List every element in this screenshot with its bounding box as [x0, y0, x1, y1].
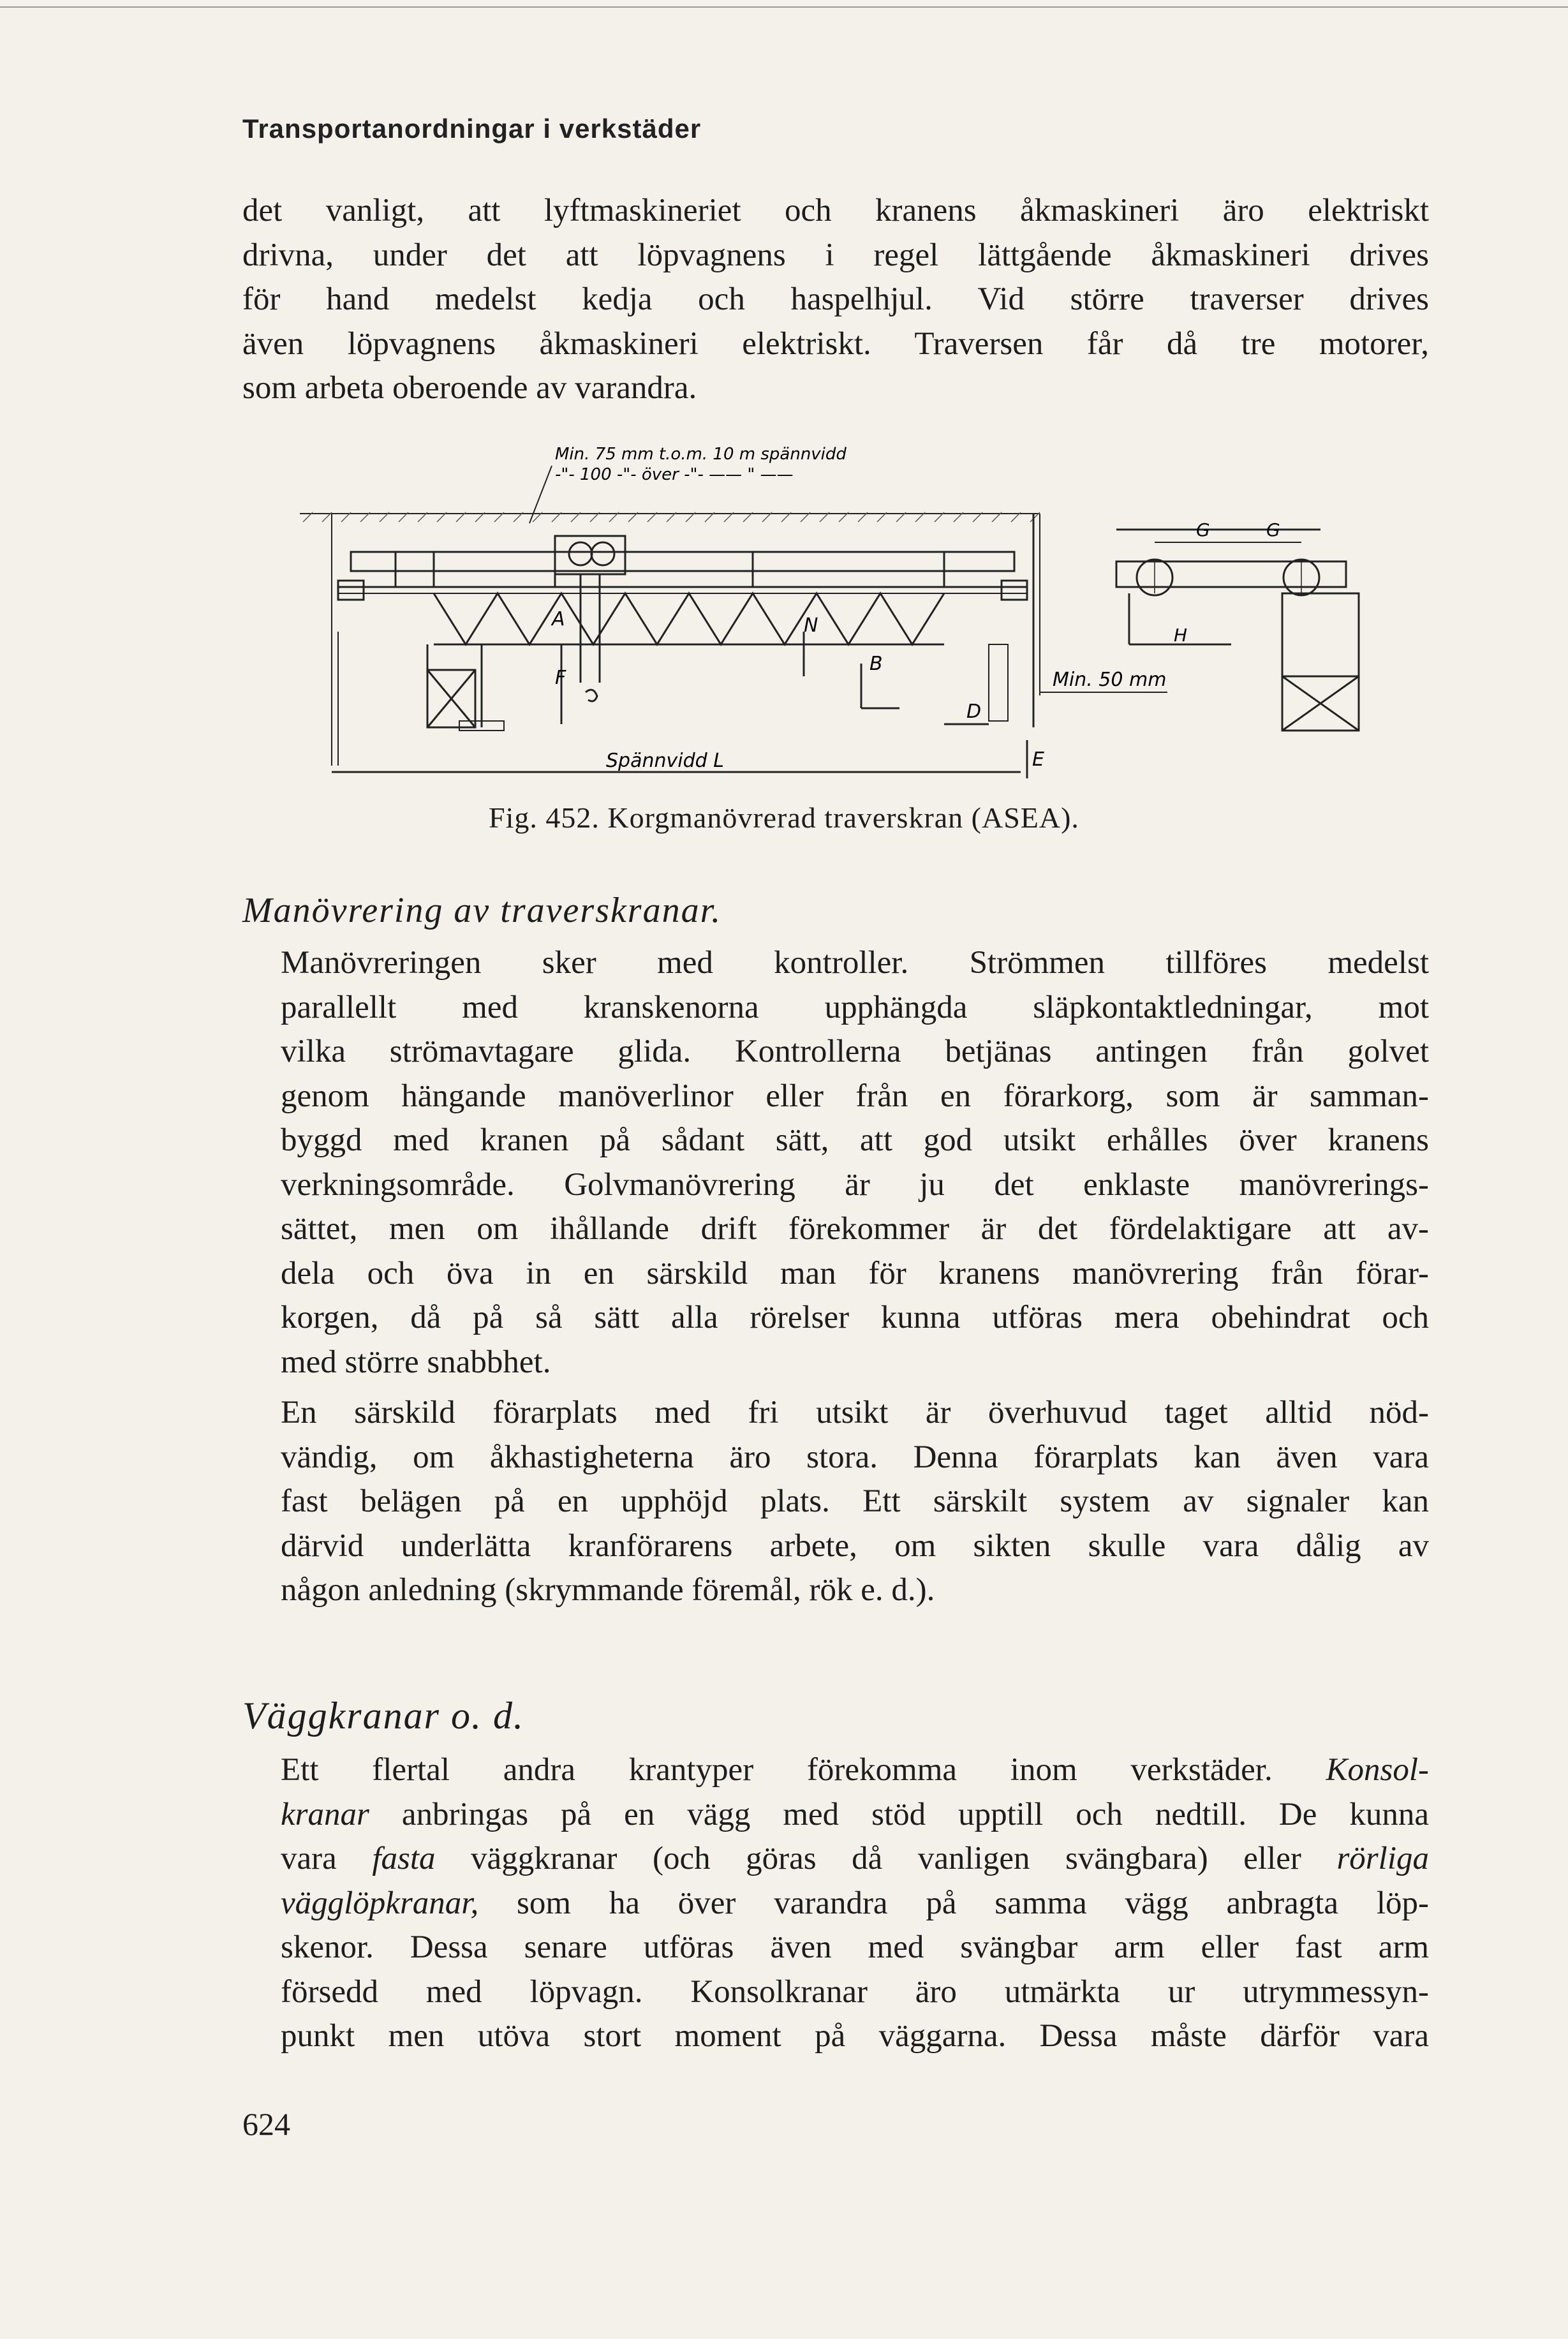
text-run: vara	[281, 1841, 373, 1876]
label-span: Spännvidd L	[606, 750, 724, 772]
label-min-75: Min. 75 mm t.o.m. 10 m spännvidd	[555, 445, 847, 464]
text-line: vändig, om åkhastigheterna äro stora. Denna förarplats kan även vara	[281, 1439, 1429, 1475]
label-min-100: -"- 100 -"- över -"- —— " ——	[555, 465, 794, 484]
intro-paragraph	[242, 189, 1429, 411]
text-line: med större snabbhet.	[281, 1344, 551, 1380]
text-line: verkningsområde. Golvmanövrering är ju det enklaste manövrerings-	[281, 1166, 1429, 1203]
text-line: korgen, då på så sätt alla rörelser kunna utföras mera obehindrat och	[281, 1300, 1429, 1335]
text-run: Ett flertal andra krantyper förekomma inom verkstäder.	[281, 1752, 1326, 1788]
text-run: försedd med löpvagn. Konsolkranar äro utmärkta ur utrymmessyn-	[281, 1973, 1429, 2010]
text-line: dela och öva in en särskild man för kranens manövrering från förar-	[281, 1255, 1429, 1291]
text-line: även löpvagnens åkmaskineri elektriskt. Traversen får då tre motorer,	[242, 325, 1429, 362]
text-line: för hand medelst kedja och haspelhjul. Vid större traverser drives	[242, 281, 1429, 317]
italic-term: rörliga	[1336, 1841, 1429, 1876]
italic-term: vägglöpkranar,	[281, 1885, 479, 1921]
label-b: B	[869, 653, 883, 675]
label-g2: G	[1266, 519, 1280, 540]
text-run: skenor. Dessa senare utföras även med svängbar arm eller fast arm	[281, 1929, 1429, 1965]
text-line: vilka strömavtagare glida. Kontrollerna betjänas antingen från golvet	[281, 1034, 1429, 1069]
section1-paragraph2	[242, 1391, 1429, 1613]
italic-term: Konsol-	[1326, 1752, 1429, 1788]
label-h: H	[1174, 625, 1188, 646]
label-n: N	[804, 614, 818, 637]
text-line: genom hängande manöverlinor eller från en förarkorg, som är samman-	[281, 1078, 1429, 1114]
text-line	[242, 1837, 1429, 1882]
text-run: väggkranar (och göras då vanligen svängbara) eller	[435, 1841, 1337, 1876]
text-line: sättet, men om ihållande drift förekommer är det fördelaktigare att av-	[281, 1211, 1429, 1247]
label-e: E	[1032, 748, 1044, 771]
text-line: Manövreringen sker med kontroller. Strömmen tillföres medelst	[281, 945, 1429, 981]
section2-paragraph	[242, 1748, 1429, 2059]
text-line: någon anledning (skrymmande föremål, rök e. d.).	[281, 1572, 935, 1608]
text-line: drivna, under det att löpvagnens i regel lättgående åkmaskineri drives	[242, 237, 1429, 273]
text-line: därvid underlätta kranförarens arbete, om sikten skulle vara dålig av	[281, 1527, 1429, 1564]
text-line: det vanligt, att lyftmaskineriet och kranens åkmaskineri äro elektriskt	[242, 193, 1429, 228]
label-f: F	[555, 667, 566, 689]
crane-figure	[300, 440, 1384, 798]
text-line: En särskild förarplats med fri utsikt är överhuvud taget alltid nöd-	[281, 1395, 1429, 1430]
label-d: D	[966, 701, 982, 723]
text-line: byggd med kranen på sådant sätt, att god utsikt erhålles över kranens	[281, 1122, 1429, 1158]
figure-caption: Fig. 452. Korgmanövrerad traverskran (ASEA).	[489, 801, 1079, 834]
text-line	[242, 2014, 1429, 2059]
section-heading: Manövrering av traverskranar.	[242, 891, 722, 930]
text-run: anbringas på en vägg med stöd upptill och nedtill. De kunna	[369, 1796, 1429, 1832]
italic-term: fasta	[372, 1841, 436, 1876]
label-g1: G	[1196, 519, 1210, 540]
text-line	[242, 1926, 1429, 1970]
italic-term: kranar	[281, 1796, 369, 1832]
top-edge-rule	[0, 6, 1568, 8]
text-run: som ha över varandra på samma vägg anbragta löp-	[478, 1885, 1429, 1921]
section-heading: Väggkranar o. d.	[242, 1695, 524, 1737]
section1-paragraph1	[242, 941, 1429, 1385]
text-line: fast belägen på en upphöjd plats. Ett särskilt system av signaler kan	[281, 1483, 1429, 1519]
text-line	[242, 1970, 1429, 2015]
page-number: 624	[242, 2106, 290, 2142]
running-head: Transportanordningar i verkstäder	[242, 114, 702, 144]
figure-labels	[300, 440, 1384, 798]
text-line: som arbeta oberoende av varandra.	[242, 370, 697, 406]
text-line: parallellt med kranskenorna upphängda släpkontaktledningar, mot	[281, 989, 1429, 1025]
text-line	[242, 1748, 1429, 1793]
text-line	[242, 1793, 1429, 1838]
label-min-50: Min. 50 mm	[1053, 669, 1167, 691]
text-line	[242, 1882, 1429, 1926]
text-run: punkt men utöva stort moment på väggarna. Dessa måste därför vara	[281, 2018, 1429, 2054]
label-a: A	[552, 608, 565, 630]
